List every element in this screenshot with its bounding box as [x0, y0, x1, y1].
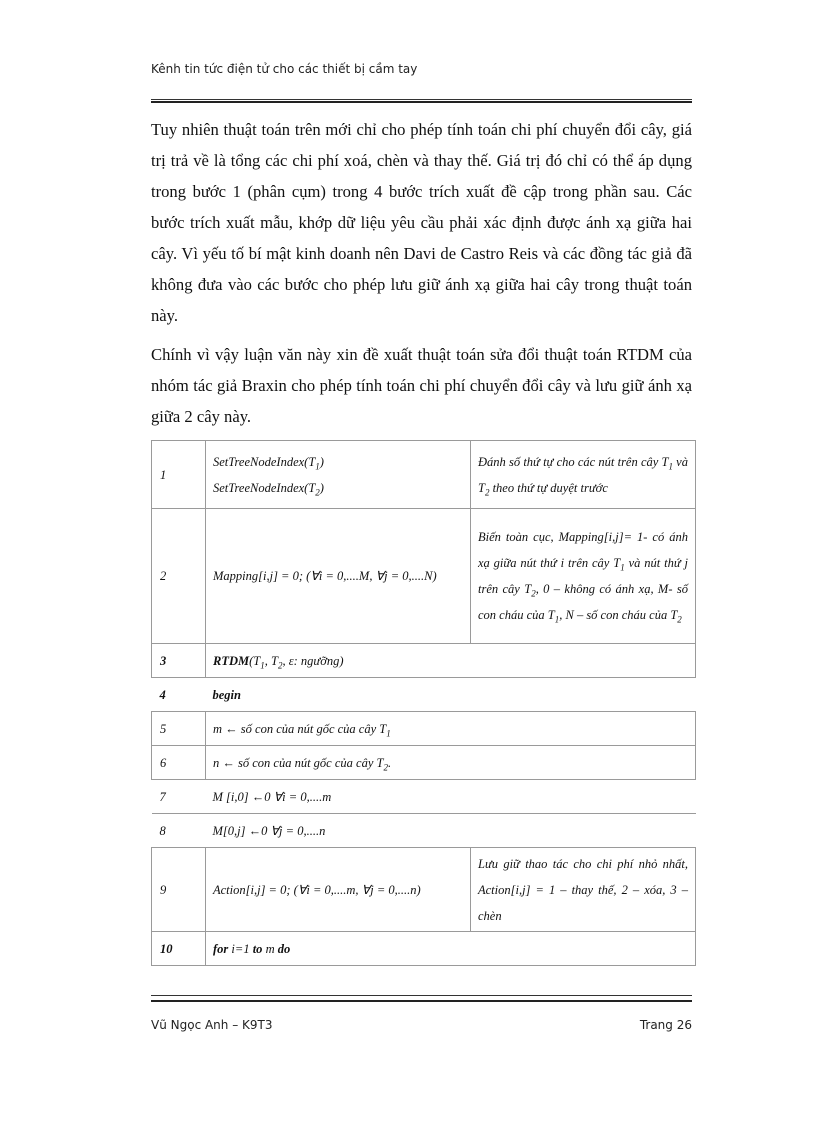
- algorithm-table: [151, 440, 696, 966]
- code-cell: m ← số con của nút gốc của cây $T_1$: [206, 712, 696, 746]
- table-row: [152, 644, 696, 678]
- table-row: [152, 678, 696, 712]
- line-number: 6: [152, 746, 206, 780]
- line-number: 5: [152, 712, 206, 746]
- line-number: 8: [152, 814, 206, 848]
- line-number: 4: [152, 678, 206, 712]
- line-number: 10: [152, 932, 206, 966]
- footer-rule: [151, 995, 692, 1002]
- table-row: [152, 509, 696, 644]
- table-row: [152, 712, 696, 746]
- page-header: Kênh tin tức điện tử cho các thiết bị cầm tay: [151, 62, 418, 76]
- line-number: 9: [152, 848, 206, 932]
- code-cell: for i=1 to m do: [206, 932, 696, 966]
- code-cell: $SetTreeNodeIndex(T_1)$ $SetTreeNodeIndex(T_2)$: [206, 441, 471, 509]
- code-cell: M[0,j] ←0 ∀j = 0,....n: [206, 814, 696, 848]
- paragraph-1: Tuy nhiên thuật toán trên mới chỉ cho phép tính toán chi phí chuyển đổi cây, giá trị trả về là tổng các chi phí xoá, chèn và thay thế. Giá trị đó chỉ có thể áp dụng trong bước 1 (phân cụm) trong 4 bước trích xuất đề cập trong phần sau. Các bước trích xuất mẫu, khớp dữ liệu yêu cầu phải xác định được ánh xạ giữa hai cây. Vì yếu tố bí mật kinh doanh nên Davi de Castro Reis và các đồng tác giả đã không đưa vào các bước cho phép lưu giữ ánh xạ giữa hai cây trong thuật toán này.: [151, 120, 692, 325]
- table-row: [152, 848, 696, 932]
- line-number: 1: [152, 441, 206, 509]
- table-row: [152, 932, 696, 966]
- footer-author: Vũ Ngọc Anh – K9T3: [151, 1018, 273, 1032]
- table-row: [152, 441, 696, 509]
- code-cell: n ← số con của nút gốc của cây $T_2$.: [206, 746, 696, 780]
- note-cell: Lưu giữ thao tác cho chi phí nhỏ nhất, Action[i,j] = 1 – thay thế, 2 – xóa, 3 – chèn: [471, 848, 696, 932]
- table-row: [152, 814, 696, 848]
- code-cell: Action[i,j] = 0; (∀i = 0,....m, ∀j = 0,....n): [206, 848, 471, 932]
- paragraph-2: Chính vì vậy luận văn này xin đề xuất thuật toán sửa đổi thuật toán RTDM của nhóm tác giả Braxin cho phép tính toán chi phí chuyển đổi cây và lưu giữ ánh xạ giữa 2 cây này.: [151, 345, 692, 426]
- table-row: [152, 780, 696, 814]
- line-number: 2: [152, 509, 206, 644]
- note-cell: Đánh số thứ tự cho các nút trên cây $T_1$ và $T_2$ theo thứ tự duyệt trước: [471, 441, 696, 509]
- code-cell: Mapping[i,j] = 0; (∀i = 0,....M, ∀j = 0,....N): [206, 509, 471, 644]
- header-rule: [151, 99, 692, 103]
- note-cell: Biến toàn cục, Mapping[i,j]= 1- có ánh xạ giữa nút thứ i trên cây $T_1$ và nút thứ j trên cây $T_2$, 0 – không có ánh xạ, M- số con cháu của $T_1$, N – số con cháu của $T_2$: [471, 509, 696, 644]
- body-text: [151, 114, 692, 440]
- line-number: 7: [152, 780, 206, 814]
- code-cell: M [i,0] ←0 ∀i = 0,....m: [206, 780, 696, 814]
- page-number: Trang 26: [639, 1018, 692, 1032]
- line-number: 3: [152, 644, 206, 678]
- table-row: [152, 746, 696, 780]
- code-cell: $RTDM(T_1$, $T_2$, ε: ngưỡng): [206, 644, 696, 678]
- code-cell: begin: [206, 678, 696, 712]
